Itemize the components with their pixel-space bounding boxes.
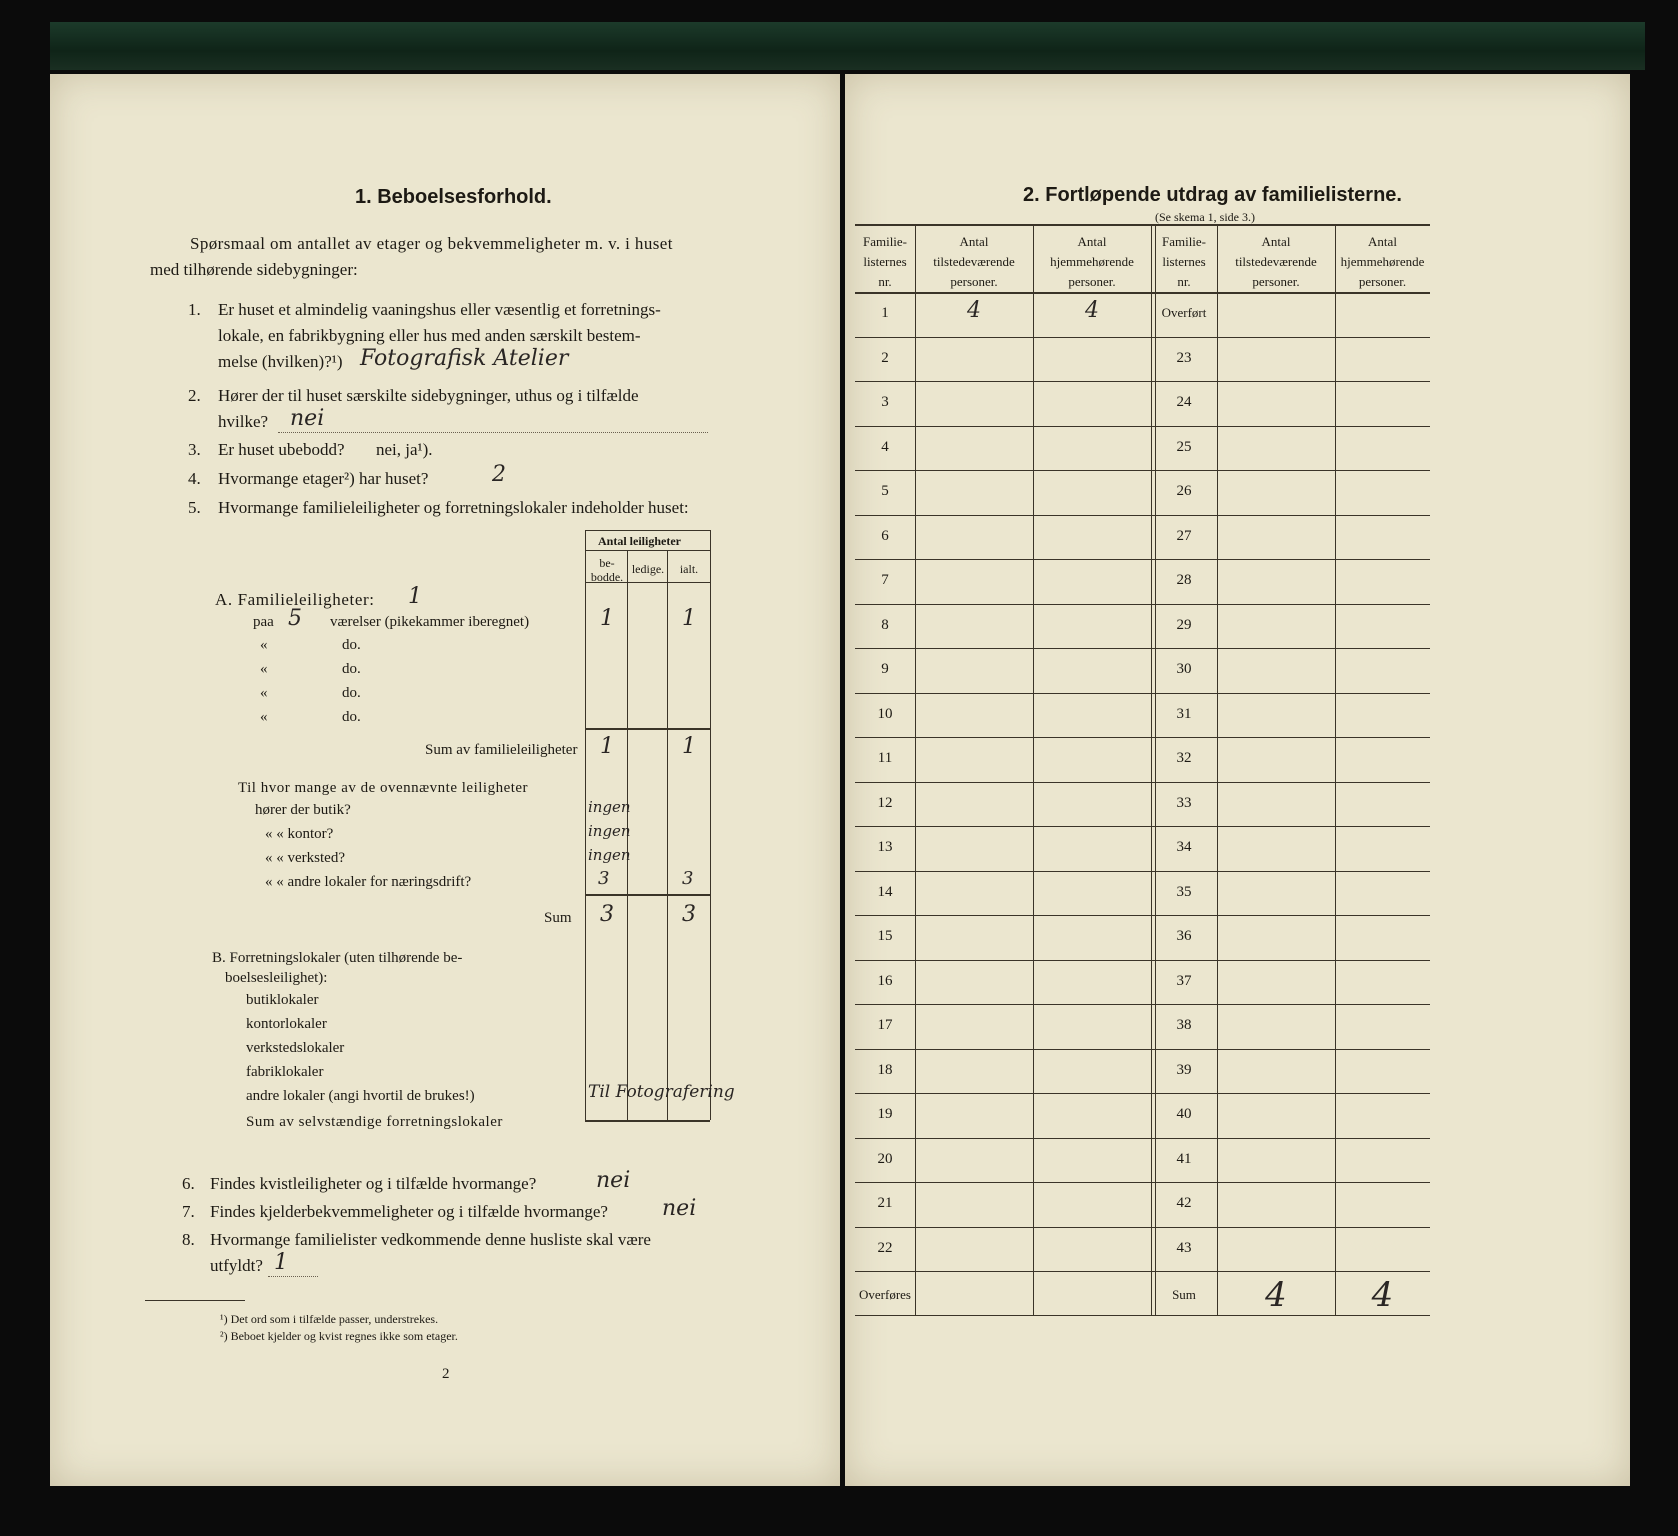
row-line (855, 1049, 1430, 1050)
col-header: Antal tilstedeværende personer. (933, 234, 1015, 289)
row-nr2: 29 (1176, 616, 1192, 633)
footer-sum-hjemmehorende: 4 (1371, 1275, 1394, 1315)
row-nr: 19 (877, 1106, 893, 1122)
scanner-strip (50, 22, 1645, 70)
row-nr2: 42 (1176, 1195, 1192, 1211)
footer-sum-label: Sum (1172, 1287, 1196, 1302)
b-row-4: fabriklokaler (246, 1064, 324, 1080)
q3-options: nei, ja¹). (376, 440, 433, 459)
question-row-3-label: « « verksted? (265, 850, 345, 866)
row-line (855, 648, 1430, 649)
q5-text: Hvormange familieleiligheter og forretningslokaler indeholder huset: (218, 498, 689, 517)
row-line (855, 1004, 1430, 1005)
footer-overfores: Overføres (859, 1287, 911, 1302)
question-row-4-label: « « andre lokaler for næringsdrift? (265, 874, 472, 890)
row-line (855, 515, 1430, 516)
do-row-3-mark: « (260, 685, 268, 701)
q1-line-3: melse (hvilken)?¹) (218, 352, 343, 371)
left-page (50, 74, 840, 1486)
question-row-4-ialt: 3 (682, 868, 694, 889)
col-header: Antal hjemmehørende personer. (1050, 234, 1134, 289)
row-nr2: 40 (1176, 1106, 1192, 1122)
b-row-2: kontorlokaler (246, 1016, 327, 1032)
column-divider (1033, 224, 1034, 1315)
footnote-1: ¹) Det ord som i tilfælde passer, understrekes. (220, 1312, 439, 1326)
do-row-3-label: do. (342, 685, 361, 701)
row-line (855, 960, 1430, 961)
q1-line-1: Er huset et almindelig vaaningshus eller væsentlig et forretnings- (218, 300, 661, 319)
q3-number: 3. (188, 440, 201, 459)
col-header-ialt: ialt. (679, 562, 699, 576)
section-subheading: (Se skema 1, side 3.) (1155, 210, 1255, 224)
rooms-prefix: paa (253, 614, 274, 630)
b-sum-label: Sum av selvstændige forretningslokaler (246, 1114, 503, 1130)
sum-label: Sum (544, 910, 572, 926)
sum-family-label: Sum av familieleiligheter (425, 742, 578, 758)
row-nr: 18 (877, 1061, 893, 1078)
q6-text: Findes kvistleiligheter og i tilfælde hvormange? (210, 1174, 537, 1193)
row-nr2: 25 (1176, 438, 1192, 455)
b-label-line-1: B. Forretningslokaler (uten tilhørende be- (212, 950, 463, 966)
q4-text: Hvormange etager²) har huset? (218, 469, 429, 488)
row-nr: 15 (877, 928, 893, 944)
row-nr2: 39 (1176, 1061, 1192, 1078)
q7-text: Findes kjelderbekvemmeligheter og i tilfælde hvormange? (210, 1202, 608, 1221)
section-heading-beboelsesforhold: 1. Beboelsesforhold. (355, 186, 552, 208)
col-header: Familie- listernes nr. (1161, 234, 1207, 289)
rooms-count: 5 (288, 606, 302, 631)
do-row-1-mark: « (260, 637, 268, 653)
q7-answer: nei (662, 1196, 697, 1221)
row-nr2: 41 (1176, 1150, 1192, 1167)
header-bottom-border (855, 292, 1430, 294)
col-header: Antal hjemmehørende personer. (1340, 234, 1425, 289)
col-header: Familie- listernes nr. (862, 234, 908, 289)
row-nr: 16 (877, 972, 893, 989)
do-row-4-mark: « (260, 709, 268, 725)
row-nr2: 31 (1176, 705, 1192, 722)
q4-number: 4. (188, 469, 201, 488)
do-row-2-label: do. (342, 661, 361, 677)
row-nr: 21 (877, 1195, 893, 1211)
q1-number: 1. (188, 300, 201, 319)
rooms-bebodde: 1 (600, 606, 614, 631)
row-nr: 10 (877, 705, 893, 722)
col-header-bebodde: be- bodde. (590, 556, 624, 584)
sum-ialt: 3 (682, 902, 696, 927)
row-hjemmehorende: 4 (1085, 298, 1099, 323)
question-row-2-label: « « kontor? (265, 826, 334, 842)
q2-line-1: Hører der til huset særskilte sidebygninger, uthus og i tilfælde (218, 386, 639, 405)
row-line (855, 559, 1430, 560)
q2-answer: nei (290, 406, 325, 431)
row-nr: 12 (877, 794, 893, 811)
row-nr2: 30 (1176, 661, 1192, 677)
table-group-header: Antal leiligheter (598, 534, 681, 548)
rooms-label: værelser (pikekammer iberegnet) (330, 614, 530, 630)
b-row-5: andre lokaler (angi hvortil de brukes!) (246, 1088, 475, 1104)
intro-line-1: Spørsmaal om antallet av etager og bekvemmeligheter m. v. i huset (190, 234, 673, 253)
question-row-2-value: ingen (588, 822, 631, 840)
question-row-1-value: ingen (588, 798, 631, 816)
question-row-3-value: ingen (588, 846, 631, 864)
q8-line-1: Hvormange familielister vedkommende denne husliste skal være (210, 1230, 651, 1249)
row-nr: 9 (881, 661, 889, 677)
row-nr2: 43 (1176, 1239, 1192, 1256)
column-divider (915, 224, 916, 1315)
row-nr: 17 (877, 1017, 893, 1033)
b-row-1: butiklokaler (246, 992, 319, 1008)
q5-number: 5. (188, 498, 201, 517)
row-nr2: 26 (1176, 483, 1192, 499)
row-nr2: 36 (1176, 928, 1192, 944)
row-nr: 22 (877, 1239, 893, 1256)
table-top-border (855, 224, 1430, 226)
row-nr: 7 (881, 572, 889, 588)
do-row-4-label: do. (342, 709, 361, 725)
section-heading-familielister: 2. Fortløpende utdrag av familielisterne. (1023, 184, 1402, 206)
row-line (855, 337, 1430, 338)
row-nr: 5 (881, 483, 889, 499)
row-nr2: 32 (1176, 750, 1192, 766)
do-row-1-label: do. (342, 637, 361, 653)
row-line (855, 1138, 1430, 1139)
q4-answer: 2 (492, 462, 506, 487)
a-count: 1 (408, 584, 422, 609)
q6-number: 6. (182, 1174, 195, 1193)
row-nr: 11 (877, 750, 893, 766)
sum-family-ialt: 1 (682, 734, 696, 759)
intro-line-2: med tilhørende sidebygninger: (150, 260, 358, 279)
row-line (855, 737, 1430, 738)
row-line (855, 426, 1430, 427)
row-nr: 13 (877, 839, 893, 855)
q2-number: 2. (188, 386, 201, 405)
row-nr: 14 (877, 883, 893, 900)
q8-answer: 1 (274, 1250, 288, 1275)
row-nr: 3 (881, 394, 889, 410)
question-line-1: Til hvor mange av de ovennævnte leiligheter (238, 780, 529, 796)
row-line (855, 693, 1430, 694)
row-nr2: 23 (1176, 349, 1192, 366)
sum-family-bebodde: 1 (600, 734, 614, 759)
page-number: 2 (442, 1366, 450, 1382)
q1-line-2: lokale, en fabrikbygning eller hus med anden særskilt bestem- (218, 326, 641, 345)
row-line (855, 1271, 1430, 1272)
row-nr2: 24 (1176, 394, 1192, 410)
footnote-2: ²) Beboet kjelder og kvist regnes ikke som etager. (220, 1329, 458, 1343)
question-row-1-label: hører der butik? (255, 802, 351, 818)
footer-sum-tilstedevaerende: 4 (1265, 1275, 1287, 1315)
row-line (855, 1182, 1430, 1183)
row-nr: 4 (881, 438, 889, 455)
row-nr2: 37 (1176, 972, 1192, 989)
q2-line-2: hvilke? (218, 412, 269, 431)
q1-answer: Fotografisk Atelier (360, 346, 569, 371)
a-label: A. Familieleiligheter: (215, 590, 375, 609)
q8-number: 8. (182, 1230, 195, 1249)
q8-line-2: utfyldt? (210, 1256, 263, 1275)
q6-answer: nei (596, 1168, 631, 1193)
row-nr: 2 (881, 349, 889, 366)
b-label-line-2: boelsesleilighet): (225, 970, 328, 986)
row-nr2: 38 (1176, 1017, 1192, 1033)
row-tilstedevaerende: 4 (967, 298, 981, 323)
row-nr2: 34 (1176, 839, 1192, 855)
do-row-2-mark: « (260, 661, 268, 677)
row-line (855, 381, 1430, 382)
row-line (855, 604, 1430, 605)
rooms-ialt: 1 (682, 606, 696, 631)
row-line (855, 470, 1430, 471)
column-divider (1335, 224, 1336, 1315)
row-nr: 1 (881, 305, 889, 321)
row-line (855, 871, 1430, 872)
row-nr: 20 (877, 1150, 893, 1167)
q3-text: Er huset ubebodd? (218, 440, 345, 459)
column-divider (1217, 224, 1218, 1315)
row-line (855, 1227, 1430, 1228)
question-row-4-value: 3 (598, 868, 610, 889)
row-nr2: 35 (1176, 883, 1192, 900)
b-row-5-value: Til Fotografering (588, 1082, 735, 1102)
row-nr: 8 (881, 616, 889, 633)
row-nr2: 33 (1176, 794, 1192, 811)
row-nr2: 28 (1176, 572, 1192, 588)
row-line (855, 1093, 1430, 1094)
right-page (845, 74, 1630, 1486)
table-bottom-border (855, 1315, 1430, 1316)
row-line (855, 915, 1430, 916)
row-nr: 6 (881, 527, 889, 544)
row-nr2: 27 (1176, 527, 1192, 544)
row-nr2: Overført (1161, 305, 1207, 320)
row-line (855, 826, 1430, 827)
sum-bebodde: 3 (600, 902, 614, 927)
col-header-ledige: ledige. (631, 562, 665, 576)
b-row-3: verkstedslokaler (246, 1040, 345, 1056)
q7-number: 7. (182, 1202, 195, 1221)
row-line (855, 782, 1430, 783)
col-header: Antal tilstedeværende personer. (1235, 234, 1317, 289)
